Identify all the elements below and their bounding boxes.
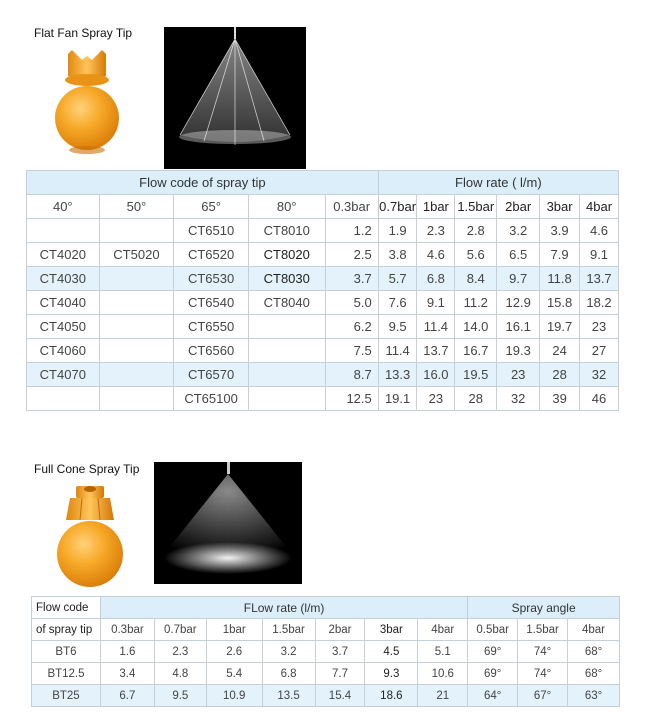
table-cell: CT8040 (248, 291, 325, 315)
table-cell: 64° (468, 685, 518, 707)
table-cell: CT6530 (174, 267, 249, 291)
table-cell: CT5020 (99, 243, 174, 267)
pressure-header: 0.3bar (100, 619, 154, 641)
angle-pressure-header: 0.5bar (468, 619, 518, 641)
table-row (27, 363, 619, 387)
table-cell: CT8020 (248, 243, 325, 267)
table-row (27, 315, 619, 339)
table-cell (99, 219, 174, 243)
table-cell: 28 (455, 387, 497, 411)
angle-header: 80° (248, 195, 325, 219)
table-cell: 6.5 (497, 243, 540, 267)
table-cell (99, 315, 174, 339)
table-row (32, 641, 620, 663)
table-cell: 2.5 (325, 243, 378, 267)
table-cell: 11.4 (378, 339, 417, 363)
table-row (27, 387, 619, 411)
pressure-header: 2bar (497, 195, 540, 219)
flat-fan-spray-photo (164, 27, 306, 169)
table-cell: 10.9 (206, 685, 262, 707)
table-cell: 6.7 (100, 685, 154, 707)
table-cell: 28 (540, 363, 580, 387)
table-cell: 10.6 (418, 663, 468, 685)
table-cell: 23 (580, 315, 619, 339)
table-cell: 2.8 (455, 219, 497, 243)
table-cell (27, 387, 100, 411)
table-cell: CT6520 (174, 243, 249, 267)
table-cell: 3.2 (497, 219, 540, 243)
table-row (27, 267, 619, 291)
table-cell (99, 387, 174, 411)
full-cone-flow-table (31, 596, 620, 707)
pressure-header: 1.5bar (262, 619, 315, 641)
table-cell: 5.6 (455, 243, 497, 267)
table-cell: 32 (580, 363, 619, 387)
flow-code-header: Flow code of spray tip (27, 171, 379, 195)
table-cell: 3.7 (315, 641, 365, 663)
table-cell: 3.4 (100, 663, 154, 685)
table-cell: 9.5 (154, 685, 206, 707)
table-cell: 63° (568, 685, 620, 707)
table-cell: 19.5 (455, 363, 497, 387)
table-cell: 3.8 (378, 243, 417, 267)
table-cell: 1.6 (100, 641, 154, 663)
pressure-header: 1bar (206, 619, 262, 641)
pressure-header: 3bar (365, 619, 418, 641)
table-cell: 3.2 (262, 641, 315, 663)
table-cell: 13.5 (262, 685, 315, 707)
table-cell: 74° (518, 663, 568, 685)
table-cell: 11.8 (540, 267, 580, 291)
flat-fan-subheader-row (27, 195, 619, 219)
table-cell: 4.8 (154, 663, 206, 685)
flow-rate-header: Flow rate ( l/m) (378, 171, 618, 195)
table-cell (99, 267, 174, 291)
table-cell: 5.0 (325, 291, 378, 315)
angle-header: 65° (174, 195, 249, 219)
full-cone-subheader-row (32, 619, 620, 641)
table-cell: CT4060 (27, 339, 100, 363)
table-row (27, 339, 619, 363)
table-cell: BT12.5 (32, 663, 101, 685)
full-cone-caption: Full Cone Spray Tip (34, 462, 140, 476)
flow-code-header: Flow code (32, 597, 101, 619)
table-cell: 68° (568, 641, 620, 663)
table-row (32, 685, 620, 707)
flat-fan-tip-image (52, 46, 122, 156)
table-cell: 3.7 (325, 267, 378, 291)
flat-fan-caption: Flat Fan Spray Tip (34, 26, 133, 40)
table-cell: 67° (518, 685, 568, 707)
flat-fan-flow-table (26, 170, 619, 411)
table-cell: CT4040 (27, 291, 100, 315)
table-cell: 16.7 (455, 339, 497, 363)
pressure-header: 4bar (580, 195, 619, 219)
table-cell: 2.3 (417, 219, 455, 243)
table-cell: 3.9 (540, 219, 580, 243)
table-cell: 6.8 (262, 663, 315, 685)
table-cell: 11.2 (455, 291, 497, 315)
table-cell: 15.4 (315, 685, 365, 707)
table-cell: 8.7 (325, 363, 378, 387)
table-cell: 12.5 (325, 387, 378, 411)
table-cell: 2.3 (154, 641, 206, 663)
table-cell: 7.6 (378, 291, 417, 315)
table-row (27, 291, 619, 315)
table-cell: 6.8 (417, 267, 455, 291)
table-cell: CT4030 (27, 267, 100, 291)
table-cell: 4.6 (580, 219, 619, 243)
table-cell: CT6570 (174, 363, 249, 387)
table-cell: 5.7 (378, 267, 417, 291)
table-cell: 4.6 (417, 243, 455, 267)
table-cell: 7.9 (540, 243, 580, 267)
table-cell: CT65100 (174, 387, 249, 411)
table-cell: CT6550 (174, 315, 249, 339)
table-cell: 14.0 (455, 315, 497, 339)
table-cell: 27 (580, 339, 619, 363)
table-cell: 13.7 (580, 267, 619, 291)
table-row (27, 219, 619, 243)
table-cell: CT4020 (27, 243, 100, 267)
table-cell: 74° (518, 641, 568, 663)
table-cell: 9.1 (417, 291, 455, 315)
table-cell (248, 315, 325, 339)
table-cell: BT6 (32, 641, 101, 663)
table-cell: 23 (417, 387, 455, 411)
table-cell: 19.3 (497, 339, 540, 363)
table-cell: 16.0 (417, 363, 455, 387)
full-cone-header-row (32, 597, 620, 619)
table-row (27, 243, 619, 267)
table-cell: 39 (540, 387, 580, 411)
table-cell: 18.2 (580, 291, 619, 315)
table-cell: 11.4 (417, 315, 455, 339)
table-cell (248, 363, 325, 387)
table-cell: 1.9 (378, 219, 417, 243)
table-cell: 7.5 (325, 339, 378, 363)
table-cell: CT6540 (174, 291, 249, 315)
table-cell: 2.6 (206, 641, 262, 663)
table-cell: 23 (497, 363, 540, 387)
angle-header: 50° (99, 195, 174, 219)
table-cell: 13.3 (378, 363, 417, 387)
angle-pressure-header: 4bar (568, 619, 620, 641)
table-cell: 9.3 (365, 663, 418, 685)
pressure-header: 0.7bar (378, 195, 417, 219)
flow-code-header: of spray tip (32, 619, 101, 641)
flow-rate-header: FLow rate (l/m) (100, 597, 467, 619)
table-cell: 8.4 (455, 267, 497, 291)
pressure-header: 4bar (418, 619, 468, 641)
table-cell (99, 291, 174, 315)
table-cell: 24 (540, 339, 580, 363)
pressure-header: 1.5bar (455, 195, 497, 219)
table-cell: BT25 (32, 685, 101, 707)
table-cell: 69° (468, 663, 518, 685)
table-cell (248, 387, 325, 411)
table-cell: 19.1 (378, 387, 417, 411)
table-cell: CT4050 (27, 315, 100, 339)
table-cell: 15.8 (540, 291, 580, 315)
table-cell: 13.7 (417, 339, 455, 363)
table-cell (248, 339, 325, 363)
table-cell: 9.7 (497, 267, 540, 291)
pressure-header: 3bar (540, 195, 580, 219)
table-cell: 4.5 (365, 641, 418, 663)
pressure-header: 0.3bar (325, 195, 378, 219)
table-cell: CT8010 (248, 219, 325, 243)
angle-header: 40° (27, 195, 100, 219)
table-cell: CT8030 (248, 267, 325, 291)
table-cell: 9.5 (378, 315, 417, 339)
spray-angle-header: Spray angle (468, 597, 620, 619)
table-cell: 5.4 (206, 663, 262, 685)
table-cell: 19.7 (540, 315, 580, 339)
table-cell: 68° (568, 663, 620, 685)
table-cell (99, 339, 174, 363)
table-cell: CT4070 (27, 363, 100, 387)
table-cell: 18.6 (365, 685, 418, 707)
table-cell: 5.1 (418, 641, 468, 663)
flat-fan-header-row (27, 171, 619, 195)
full-cone-tip-image (52, 484, 128, 590)
pressure-header: 0.7bar (154, 619, 206, 641)
table-cell: 12.9 (497, 291, 540, 315)
pressure-header: 2bar (315, 619, 365, 641)
table-cell: 46 (580, 387, 619, 411)
table-cell: 32 (497, 387, 540, 411)
table-row (32, 663, 620, 685)
angle-pressure-header: 1.5bar (518, 619, 568, 641)
table-cell: 21 (418, 685, 468, 707)
table-cell: CT6560 (174, 339, 249, 363)
table-cell (99, 363, 174, 387)
table-cell: 7.7 (315, 663, 365, 685)
pressure-header: 1bar (417, 195, 455, 219)
table-cell (27, 219, 100, 243)
table-cell: CT6510 (174, 219, 249, 243)
table-cell: 6.2 (325, 315, 378, 339)
full-cone-spray-photo (154, 462, 302, 584)
table-cell: 1.2 (325, 219, 378, 243)
table-cell: 16.1 (497, 315, 540, 339)
table-cell: 9.1 (580, 243, 619, 267)
table-cell: 69° (468, 641, 518, 663)
